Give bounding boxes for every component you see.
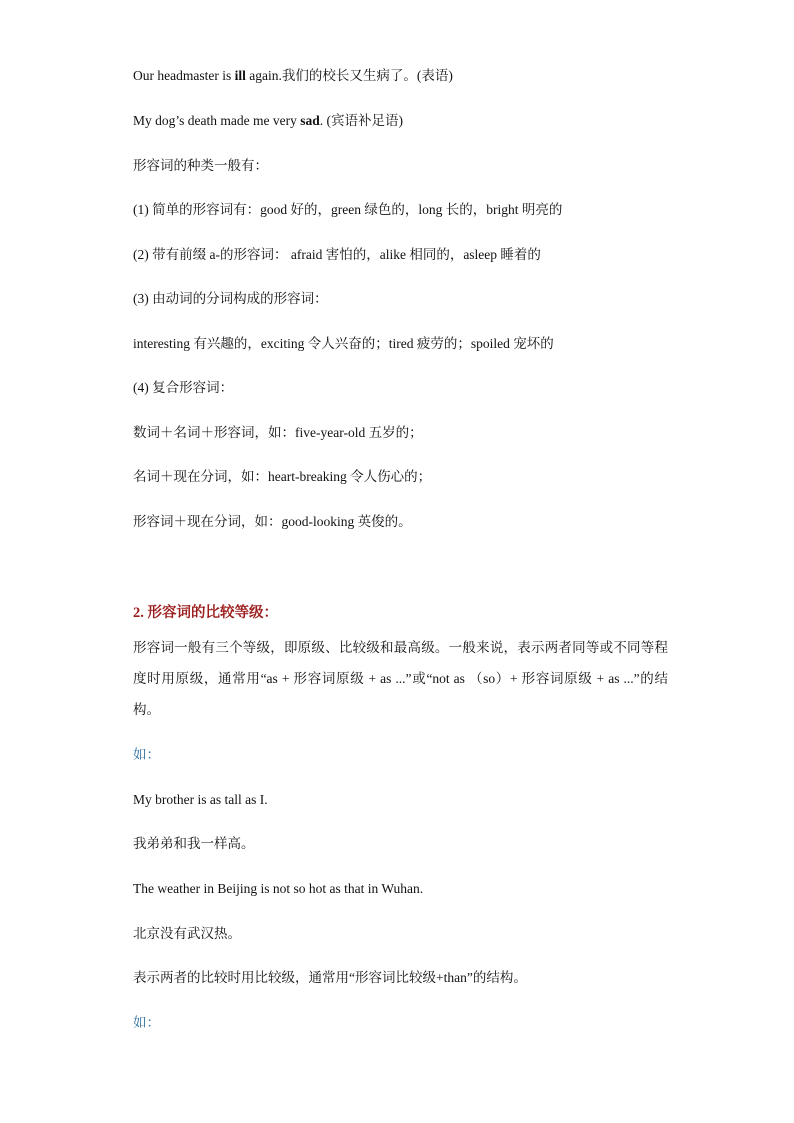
example-2-english: The weather in Beijing is not so hot as that in Wuhan. [133,881,424,896]
example-1-chinese: 我弟弟和我一样高。 [133,836,255,851]
types-intro: 形容词的种类一般有： [133,158,268,173]
example-sentence-sad [133,112,403,130]
text-segment: Our headmaster is [133,68,235,83]
section-2-heading: 2. 形容词的比较等级： [133,605,278,621]
example-sentence-ill [133,67,453,85]
example-1-english: My brother is as tall as I. [133,792,268,807]
text-segment: My dog’s death made me very [133,113,301,128]
type-3-participle: (3) 由动词的分词构成的形容词： [133,291,328,306]
bold-word: ill [234,68,246,83]
type-2-prefix-a: (2) 带有前缀 a-的形容词： afraid 害怕的，alike 相同的，asleep 睡着的 [133,247,541,262]
example-label-2: 如： [133,1015,160,1030]
compound-example-1: 数词＋名词＋形容词，如：five-year-old 五岁的； [133,425,423,440]
comparative-rule: 表示两者的比较时用比较级，通常用“形容词比较级+than”的结构。 [133,970,527,985]
compound-example-3: 形容词＋现在分词，如：good-looking 英俊的。 [133,514,412,529]
bold-word: sad [300,113,320,128]
example-label-1: 如： [133,747,160,762]
compound-example-2: 名词＋现在分词，如：heart-breaking 令人伤心的； [133,469,432,484]
type-4-compound: (4) 复合形容词： [133,380,234,395]
participle-examples: interesting 有兴趣的，exciting 令人兴奋的；tired 疲劳的；spoiled 宠坏的 [133,336,554,351]
type-1-simple: (1) 简单的形容词有：good 好的，green 绿色的，long 长的，bright 明亮的 [133,202,563,217]
text-segment: . (宾语补足语) [319,113,403,128]
example-2-chinese: 北京没有武汉热。 [133,926,241,941]
text-segment: again.我们的校长又生病了。(表语) [245,68,453,83]
comparison-paragraph: 形容词一般有三个等级，即原级、比较级和最高级。一般来说，表示两者同等或不同等程度时用原级，通常用“as + 形容词原级 + as ...”或“not as （so）+ 形容词原级 + as ...”的结构。 [133,640,668,717]
